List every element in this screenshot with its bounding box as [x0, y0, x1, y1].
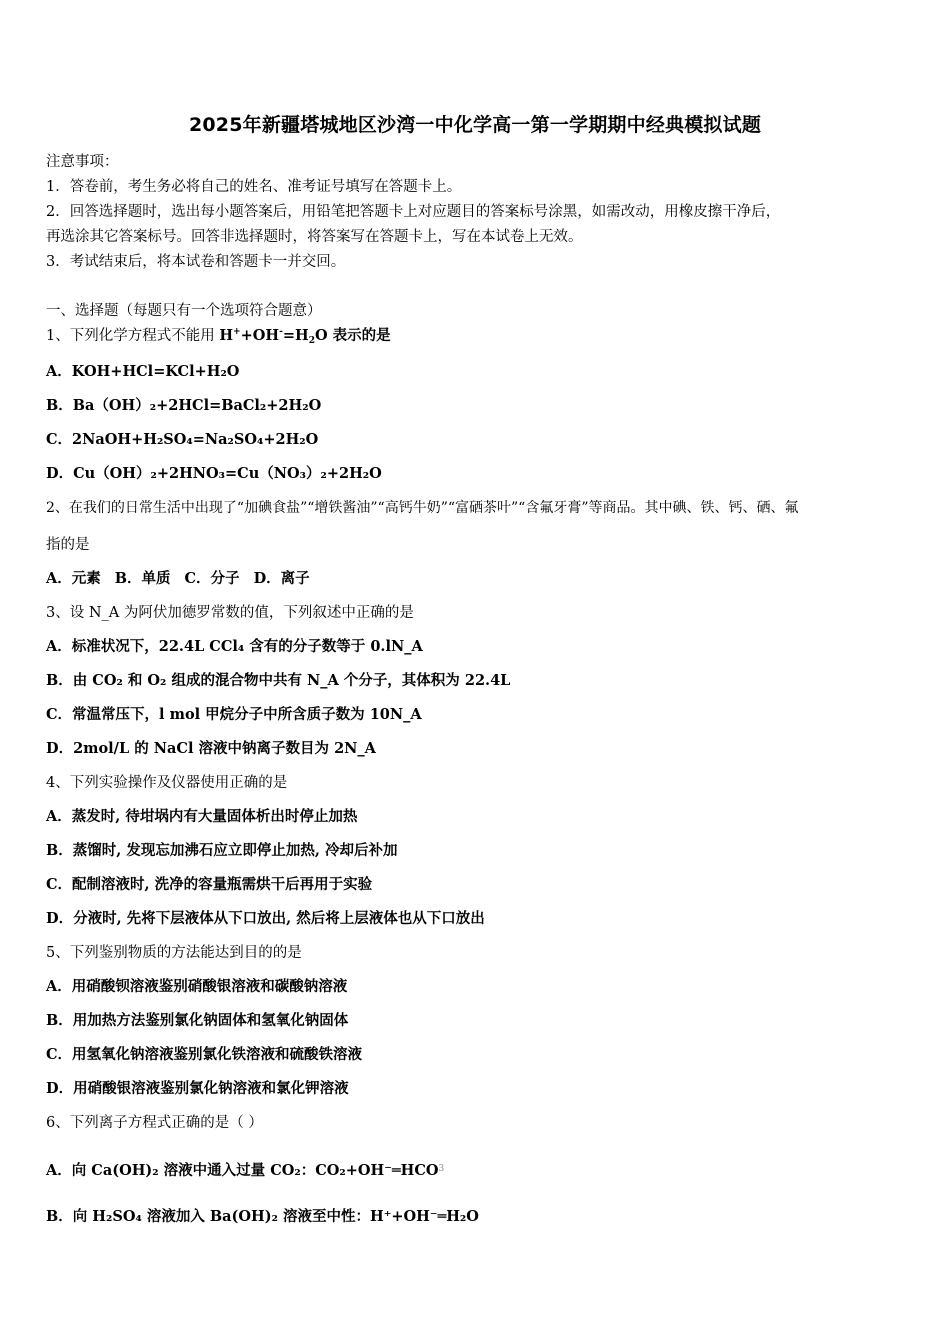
- q3-option-c: C．常温常压下，l mol 甲烷分子中所含质子数为 10N_A: [46, 706, 422, 723]
- q1-option-c: C．2NaOH+H₂SO₄=Na₂SO₄+2H₂O: [46, 431, 319, 448]
- page-title: 2025年新疆塔城地区沙湾一中化学高一第一学期期中经典模拟试题: [188, 114, 762, 136]
- q6-option-a: A．向 Ca(OH)₂ 溶液中通入过量 CO₂：CO₂+OH⁻═HCO: [46, 1162, 439, 1179]
- q1-formula-sub: 2: [308, 336, 315, 346]
- q1-formula-oh: +OH: [240, 327, 280, 344]
- q1-stem-tail: O 表示的是: [314, 327, 391, 344]
- q2-option-a: A．元素: [46, 570, 101, 587]
- q1-option-b: B．Ba（OH）₂+2HCl=BaCl₂+2H₂O: [46, 397, 322, 414]
- q5-option-d: D．用硝酸银溶液鉴别氯化钠溶液和氯化钾溶液: [46, 1080, 349, 1097]
- q1-formula-plus: +: [233, 327, 241, 337]
- q1-formula-minus: -: [279, 327, 283, 337]
- q1-stem-text: 1、下列化学方程式不能用: [46, 328, 220, 344]
- q3-option-b: B．由 CO₂ 和 O₂ 组成的混合物中共有 N_A 个分子，其体积为 22.4L: [46, 672, 511, 689]
- q1-option-d: D．Cu（OH）₂+2HNO₃=Cu（NO₃）₂+2H₂O: [46, 465, 382, 482]
- question-2-stem: 2、在我们的日常生活中出现了“加碘食盐”“增铁酱油”“高钙牛奶”“富硒茶叶”“含氟牙膏”等商品。其中碘、铁、钙、硒、氟: [46, 500, 799, 516]
- question-5-stem: 5、下列鉴别物质的方法能达到目的的是: [46, 945, 302, 961]
- notice-item: 1．答卷前，考生务必将自己的姓名、准考证号填写在答题卡上。: [46, 179, 462, 195]
- q6-option-b: B．向 H₂SO₄ 溶液加入 Ba(OH)₂ 溶液至中性：H⁺+OH⁻═H₂O: [46, 1208, 479, 1225]
- question-4-stem: 4、下列实验操作及仪器使用正确的是: [46, 775, 288, 791]
- q5-option-b: B．用加热方法鉴别氯化钠固体和氢氧化钠固体: [46, 1012, 349, 1029]
- question-1-stem: [46, 326, 391, 346]
- q4-option-d: D．分液时, 先将下层液体从下口放出, 然后将上层液体也从下口放出: [46, 910, 485, 927]
- q3-option-d: D．2mol/L 的 NaCl 溶液中钠离子数目为 2N_A: [46, 740, 376, 757]
- q5-option-a: A．用硝酸钡溶液鉴别硝酸银溶液和碳酸钠溶液: [46, 978, 348, 995]
- q4-option-a: A．蒸发时, 待坩埚内有大量固体析出时停止加热: [46, 808, 358, 825]
- q1-formula-eq: =H: [282, 327, 309, 344]
- q2-option-c: C．分子: [184, 570, 240, 587]
- notice-item: 再选涂其它答案标号。回答非选择题时，将答案写在答题卡上，写在本试卷上无效。: [46, 229, 583, 245]
- q2-options: [46, 569, 310, 589]
- q3-option-a: A．标准状况下，22.4L CCl₄ 含有的分子数等于 0.lN_A: [46, 638, 423, 655]
- question-6-stem: 6、下列离子方程式正确的是（ ）: [46, 1115, 263, 1131]
- q2-option-b: B．单质: [114, 570, 171, 587]
- notice-item: 2．回答选择题时，选出每小题答案后，用铅笔把答题卡上对应题目的答案标号涂黑，如需改动，用橡皮擦干净后，: [46, 204, 781, 220]
- question-3-stem: 3、设 N_A 为阿伏加德罗常数的值，下列叙述中正确的是: [46, 605, 414, 621]
- notice-heading: 注意事项：: [46, 154, 119, 170]
- q6-option-a-subscript: 3: [438, 1164, 445, 1174]
- q4-option-b: B．蒸馏时, 发现忘加沸石应立即停止加热, 冷却后补加: [46, 842, 398, 859]
- question-2-stem-cont: 指的是: [46, 537, 90, 553]
- q1-option-a: A．KOH+HCl=KCl+H₂O: [46, 363, 240, 380]
- section-heading: 一、选择题（每题只有一个选项符合题意）: [46, 303, 322, 319]
- q2-option-d: D．离子: [253, 570, 310, 587]
- q4-option-c: C．配制溶液时, 洗净的容量瓶需烘干后再用于实验: [46, 876, 373, 893]
- q5-option-c: C．用氢氧化钠溶液鉴别氯化铁溶液和硫酸铁溶液: [46, 1046, 363, 1063]
- q1-formula-h: H: [219, 327, 234, 344]
- notice-item: 3．考试结束后，将本试卷和答题卡一并交回。: [46, 254, 346, 270]
- q6-option-a-row: [46, 1159, 444, 1181]
